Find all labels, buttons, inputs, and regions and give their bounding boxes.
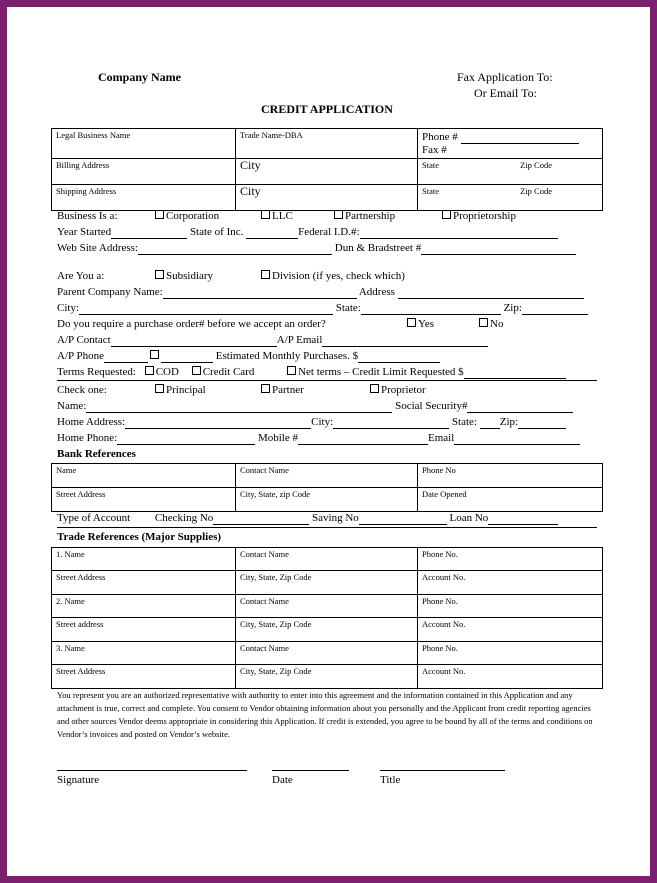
trade-ref-1-csz[interactable]: City, State, Zip Code	[236, 571, 418, 595]
ssn-input[interactable]	[467, 401, 573, 413]
signature-line[interactable]	[57, 770, 247, 771]
home-zip-input[interactable]	[518, 417, 566, 429]
form-title: CREDIT APPLICATION	[261, 102, 393, 116]
parent-city-input[interactable]	[79, 303, 333, 315]
name-ssn-row: Name: Social Security#	[57, 400, 573, 413]
bank-references-heading: Bank References	[57, 448, 136, 460]
section-divider	[57, 380, 597, 381]
trade-ref-2-name[interactable]: 2. Name	[52, 595, 236, 618]
trade-ref-3-street[interactable]: Street Address	[52, 665, 236, 689]
bank-contact-field[interactable]: Contact Name	[236, 464, 418, 488]
parent-company-input[interactable]	[163, 287, 357, 299]
title-label: Title	[380, 774, 401, 786]
parent-city-row: City: State: Zip:	[57, 302, 588, 315]
bank-references-table	[51, 463, 603, 512]
bank-street-field[interactable]: Street Address	[52, 488, 236, 512]
trade-name-field[interactable]: Trade Name-DBA	[236, 129, 418, 159]
checking-input[interactable]	[213, 513, 309, 525]
bank-name-field[interactable]: Name	[52, 464, 236, 488]
ap-email-input[interactable]	[322, 335, 488, 347]
website-input[interactable]	[138, 243, 332, 255]
monthly-purchases-input[interactable]	[358, 351, 440, 363]
trade-ref-3-account[interactable]: Account No.	[418, 665, 603, 689]
shipping-state-zip-field[interactable]: State Zip Code	[418, 185, 603, 211]
division-checkbox[interactable]: Division (if yes, check which)	[261, 270, 405, 283]
trade-ref-2-phone[interactable]: Phone No.	[418, 595, 603, 618]
parent-address-input[interactable]	[398, 287, 584, 299]
terms-row: Terms Requested: COD Credit Card Net terms – Credit Limit Requested $	[57, 366, 566, 379]
title-line[interactable]	[380, 770, 505, 771]
email-to-label: Or Email To:	[474, 86, 537, 100]
bank-city-field[interactable]: City, State, zip Code	[236, 488, 418, 512]
credit-card-checkbox[interactable]: Credit Card	[192, 366, 255, 378]
trade-ref-3-name[interactable]: 3. Name	[52, 642, 236, 665]
po-yes-checkbox[interactable]: Yes	[407, 318, 434, 331]
account-types-row: Type of Account Checking No Saving No Loan No	[57, 512, 558, 525]
email-input[interactable]	[454, 433, 580, 445]
signature-label: Signature	[57, 774, 100, 786]
phone-fax-field[interactable]: Phone # Fax #	[418, 129, 603, 159]
ap-contact-input[interactable]	[111, 335, 277, 347]
ap-contact-row: A/P Contact A/P Email	[57, 334, 488, 347]
are-you-label: Are You a:	[57, 270, 105, 282]
home-address-row: Home Address: City: State: Zip:	[57, 416, 566, 429]
trade-references-heading: Trade References (Major Supplies)	[57, 531, 222, 543]
ap-phone-input[interactable]	[104, 351, 148, 363]
state-of-inc-input[interactable]	[246, 227, 298, 239]
trade-ref-3-phone[interactable]: Phone No.	[418, 642, 603, 665]
home-city-input[interactable]	[333, 417, 449, 429]
principal-checkbox[interactable]: Principal	[155, 384, 206, 397]
mobile-input[interactable]	[298, 433, 428, 445]
fax-to-label: Fax Application To:	[457, 70, 553, 84]
billing-city-field[interactable]: City	[236, 159, 418, 185]
trade-ref-1-name[interactable]: 1. Name	[52, 548, 236, 571]
parent-zip-input[interactable]	[522, 303, 588, 315]
section-divider	[57, 527, 597, 528]
corporation-checkbox[interactable]: Corporation	[155, 210, 219, 223]
date-line[interactable]	[272, 770, 349, 771]
trade-ref-2-account[interactable]: Account No.	[418, 618, 603, 642]
po-question: Do you require a purchase order# before we accept an order?	[57, 318, 326, 330]
loan-input[interactable]	[488, 513, 558, 525]
company-name: Company Name	[98, 70, 181, 84]
partner-checkbox[interactable]: Partner	[261, 384, 304, 397]
saving-input[interactable]	[359, 513, 447, 525]
trade-ref-1-contact[interactable]: Contact Name	[236, 548, 418, 571]
credit-application-page	[7, 7, 650, 876]
credit-limit-input[interactable]	[464, 367, 566, 379]
parent-company-row: Parent Company Name: Address	[57, 286, 584, 299]
trade-ref-1-street[interactable]: Street Address	[52, 571, 236, 595]
shipping-city-field[interactable]: City	[236, 185, 418, 211]
trade-ref-2-contact[interactable]: Contact Name	[236, 595, 418, 618]
year-started-input[interactable]	[111, 227, 187, 239]
subsidiary-checkbox[interactable]: Subsidiary	[155, 270, 213, 283]
partnership-checkbox[interactable]: Partnership	[334, 210, 395, 223]
billing-address-field[interactable]: Billing Address	[52, 159, 236, 185]
principal-name-input[interactable]	[86, 401, 392, 413]
date-label: Date	[272, 774, 293, 786]
consent-paragraph: You represent you are an authorized representative with authority to enter into this agreement and the information contained in this Application and any attachment is true, correct and complete. You consent to Vendor obtaining information about you personally and the Applicant from credit reporting agencies and other sources Vendor deems appropriate in considering this Application. If credit is extended, you agree to be bound by all of the terms and conditions on Vendor’s invoices and posted on Vendor’s website.	[57, 690, 593, 739]
legal-business-name-field[interactable]: Legal Business Name	[52, 129, 236, 159]
ap-phone-row: A/P Phone Estimated Monthly Purchases. $	[57, 350, 440, 363]
check-one-label: Check one:	[57, 384, 107, 396]
home-address-input[interactable]	[125, 417, 311, 429]
trade-ref-2-csz[interactable]: City, State, Zip Code	[236, 618, 418, 642]
billing-state-zip-field[interactable]: State Zip Code	[418, 159, 603, 185]
trade-references-table	[51, 547, 603, 689]
po-no-checkbox[interactable]: No	[479, 318, 503, 331]
home-phone-input[interactable]	[117, 433, 255, 445]
shipping-address-field[interactable]: Shipping Address	[52, 185, 236, 211]
trade-ref-2-street[interactable]: Street address	[52, 618, 236, 642]
home-state-input[interactable]	[480, 417, 500, 429]
bank-phone-field[interactable]: Phone No	[418, 464, 603, 488]
business-info-table	[51, 128, 603, 211]
proprietorship-checkbox[interactable]: Proprietorship	[442, 210, 516, 223]
business-is-label: Business Is a:	[57, 210, 118, 222]
trade-ref-3-contact[interactable]: Contact Name	[236, 642, 418, 665]
trade-ref-3-csz[interactable]: City, State, Zip Code	[236, 665, 418, 689]
year-started-row: Year Started State of Inc. Federal I.D.#:	[57, 226, 558, 239]
website-row: Web Site Address: Dun & Bradstreet #	[57, 242, 576, 255]
parent-state-input[interactable]	[361, 303, 501, 315]
home-phone-row: Home Phone: Mobile # Email	[57, 432, 580, 445]
trade-ref-1-phone[interactable]: Phone No.	[418, 548, 603, 571]
trade-ref-1-account[interactable]: Account No.	[418, 571, 603, 595]
bank-date-opened-field[interactable]: Date Opened	[418, 488, 603, 512]
llc-checkbox[interactable]: LLC	[261, 210, 293, 223]
cod-checkbox[interactable]: COD	[145, 366, 179, 378]
net-terms-checkbox[interactable]: Net terms – Credit Limit Requested $	[287, 366, 566, 378]
proprietor-checkbox[interactable]: Proprietor	[370, 384, 426, 397]
duns-input[interactable]	[421, 243, 576, 255]
federal-id-input[interactable]	[360, 227, 558, 239]
